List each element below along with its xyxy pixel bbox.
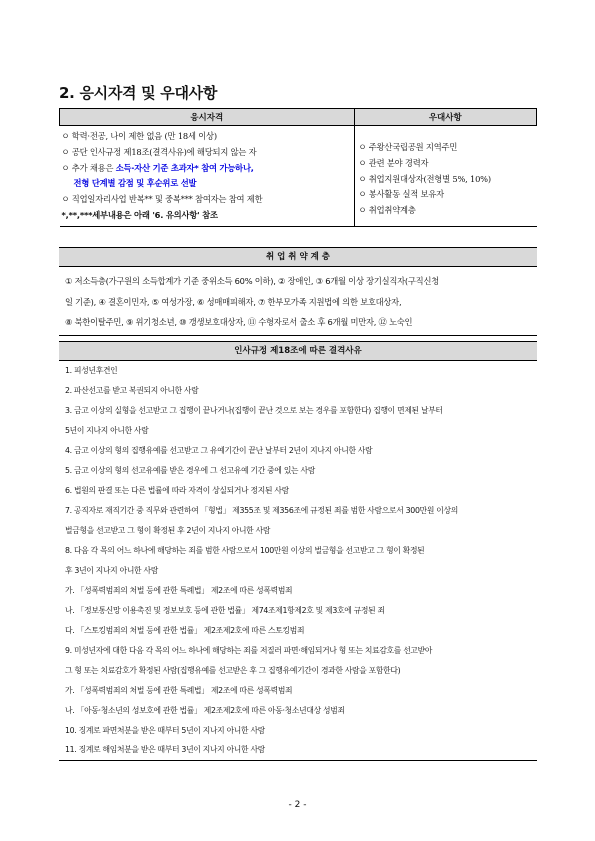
- qualification-note: *,**,***세부내용은 아래 '6. 유의사항' 참조: [61, 209, 218, 220]
- vulnerable-group-line: ⑧ 북한이탈주민, ⑨ 위기청소년, ⑩ 갱생보호대상자, ⑪ 수형자로서 출소 후 6개월 미만자, ⑫ 노숙인: [65, 317, 413, 327]
- disqualification-body: [59, 360, 537, 761]
- disqualification-line: 5. 금고 이상의 형의 선고유예를 받은 경우에 그 선고유예 기간 중에 있는 사람: [65, 466, 315, 475]
- disqualification-line: 벌금형을 선고받고 그 형이 확정된 후 2년이 지나지 아니한 사람: [65, 526, 271, 535]
- qualification-line: ㅇ 직업일자리사업 반복** 및 중복*** 참여자는 참여 제한: [61, 194, 263, 205]
- qualification-line: ㅇ 공단 인사규정 제18조(결격사유)에 해당되지 않는 자: [61, 146, 257, 157]
- disqualification-line: 가. 「성폭력범죄의 처벌 등에 관한 특례법」 제2조에 따른 성폭력범죄: [65, 586, 293, 595]
- vulnerable-group-body: [59, 268, 537, 336]
- header-qualification: 응시자격: [60, 109, 355, 126]
- page-number: - 2 -: [288, 800, 307, 810]
- disqualification-line: 나. 「정보통신망 이용촉진 및 정보보호 등에 관한 법률」 제74조제1항제2호 및 제3호에 규정된 죄: [65, 606, 385, 615]
- disqualification-line: 6. 법원의 판결 또는 다른 법률에 따라 자격이 상실되거나 정지된 사람: [65, 486, 289, 495]
- highlight-text: 전형 단계별 감점 및 후순위로 선발: [73, 178, 197, 189]
- vulnerable-group-header: 취 업 취 약 계 층: [59, 247, 537, 267]
- preference-line: ㅇ 관련 분야 경력자: [358, 157, 429, 168]
- disqualification-line: 3. 금고 이상의 실형을 선고받고 그 집행이 끝나거나(집행이 끝난 것으로 보는 경우를 포함한다) 집행이 면제된 날부터: [65, 406, 443, 415]
- preference-line: ㅇ 취업취약계층: [358, 205, 416, 216]
- qualification-line: ㅇ 학력·전공, 나이 제한 없음 (만 18세 이상): [61, 131, 217, 141]
- preference-cell: [354, 126, 537, 227]
- vulnerable-group-line: ① 저소득층(가구원의 소득합계가 기준 중위소득 60% 이하), ② 장애인, ③ 6개월 이상 장기실직자(구직신청: [65, 276, 439, 286]
- disqualification-line: 2. 파산선고를 받고 복권되지 아니한 사람: [65, 386, 199, 395]
- disqualification-line: 5년이 지나지 아니한 사람: [65, 426, 149, 435]
- disqualification-line: 가. 「성폭력범죄의 처벌 등에 관한 특례법」 제2조에 따른 성폭력범죄: [65, 686, 293, 695]
- header-preference: 우대사항: [354, 109, 537, 126]
- preference-line: ㅇ 봉사활동 실적 보유자: [358, 189, 444, 200]
- disqualification-line: 10. 징계로 파면처분을 받은 때부터 5년이 지나지 아니한 사람: [65, 726, 265, 735]
- qualification-line: ㅇ 추가 채용은 소득·자산 기준 초과자* 참여 가능하나,: [61, 162, 254, 173]
- disqualification-line: 8. 다음 각 목의 어느 하나에 해당하는 죄를 범한 사람으로서 100만원 이상의 벌금형을 선고받고 그 형이 확정된: [65, 546, 425, 555]
- disqualification-line: 7. 공직자로 재직기간 중 직무와 관련하여 「형법」 제355조 및 제356조에 규정된 죄를 범한 사람으로서 300만원 이상의: [65, 506, 458, 515]
- disqualification-line: 1. 피성년후견인: [65, 366, 118, 375]
- disqualification-line: 후 3년이 지나지 아니한 사람: [65, 566, 158, 575]
- disqualification-line: 9. 미성년자에 대한 다음 각 목의 어느 하나에 해당하는 죄를 저질러 파면·해임되거나 형 또는 치료감호를 선고받아: [65, 646, 433, 655]
- disqualification-header: 인사규정 제18조에 따른 결격사유: [59, 341, 537, 361]
- vulnerable-group-line: 일 기준), ④ 결혼이민자, ⑤ 여성가장, ⑥ 성매매피해자, ⑦ 한부모가족 지원법에 의한 보호대상자,: [65, 296, 402, 307]
- disqualification-line: 11. 징계로 해임처분을 받은 때부터 3년이 지나지 아니한 사람: [65, 745, 265, 754]
- preference-line: ㅇ 주왕산국립공원 지역주민: [358, 142, 458, 152]
- qualification-cell: [60, 126, 355, 227]
- disqualification-line: 그 형 또는 치료감호가 확정된 사람(집행유예를 선고받은 후 그 집행유예기간이 경과한 사람을 포함한다): [65, 666, 401, 675]
- disqualification-line: 나. 「아동·청소년의 성보호에 관한 법률」 제2조제2호에 따른 아동·청소년대상 성범죄: [65, 706, 345, 715]
- highlight-text: 소득·자산 기준 초과자* 참여 가능하나,: [115, 162, 254, 173]
- qualification-table: [59, 108, 537, 227]
- preference-line: ㅇ 취업지원대상자(전형별 5%, 10%): [358, 173, 491, 184]
- disqualification-line: 다. 「스토킹범죄의 처벌 등에 관한 법률」 제2조제2호에 따른 스토킹범죄: [65, 626, 305, 635]
- section-title: 2. 응시자격 및 우대사항: [59, 84, 218, 102]
- disqualification-line: 4. 금고 이상의 형의 집행유예를 선고받고 그 유예기간이 끝난 날부터 2년이 지나지 아니한 사람: [65, 446, 373, 455]
